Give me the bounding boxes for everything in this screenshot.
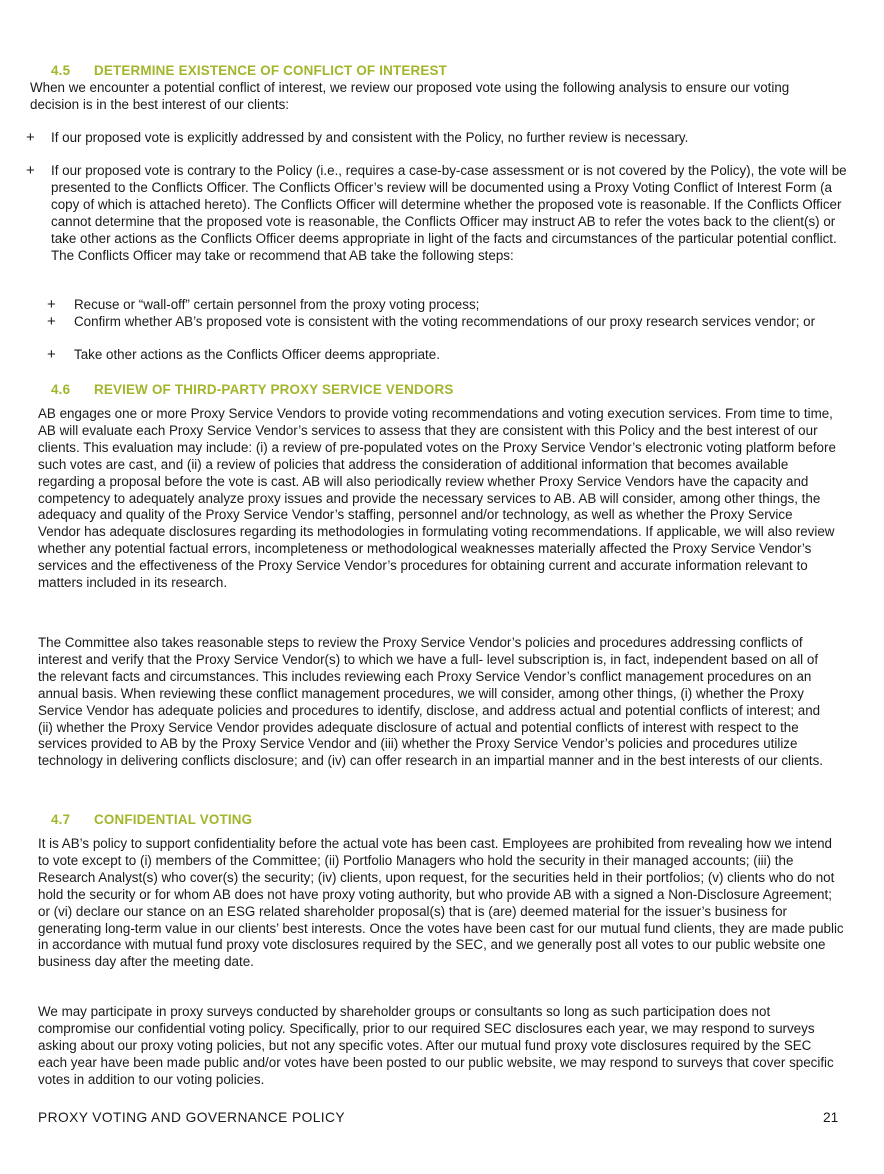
footer-page-number: 21 — [823, 1110, 839, 1125]
plus-bullet-icon: + — [26, 129, 35, 146]
bullet-text: If our proposed vote is contrary to the Policy (i.e., requires a case-by-case assessment or is not covered by the Policy), the vote will be presented to the Conflicts Officer. The Conflicts Officer’s review will be documented using a Proxy Voting Conflict of Interest Form (a copy of which is attached hereto). The Conflicts Officer will determine whether the proposed vote is reasonable. If the Conflicts Officer cannot determine that the proposed vote is reasonable, the Conflicts Officer may instruct AB to refer the votes back to the client(s) or take other actions as the Conflicts Officer deems appropriate in light of the facts and circumstances of the particular potential conflict. The Conflicts Officer may take or recommend that AB take the following steps: — [51, 163, 847, 263]
section-4-7-paragraph-2: We may participate in proxy surveys conducted by shareholder groups or consultants so long as such participation does not compromise our confidential voting policy. Specifically, prior to our required SEC disclosures each year, we may respond to surveys asking about our proxy voting policies, but not any specific votes. After our mutual fund proxy vote disclosures required by the SEC each year have been made public and/or votes have been posted to our public website, we may respond to surveys that cover specific votes in addition to our voting policies. — [38, 1004, 834, 1087]
section-title: DETERMINE EXISTENCE OF CONFLICT OF INTEREST — [94, 63, 448, 78]
section-4-6-paragraph-2: The Committee also takes reasonable steps to review the Proxy Service Vendor’s policies and procedures addressing conflicts of interest and verify that the Proxy Service Vendor(s) to which we have a full- level subscription is, in fact, independent based on all of the relevant facts and circumstances. This includes reviewing each Proxy Service Vendor’s conflict management procedures on an annual basis. When reviewing these conflict management procedures, we will consider, among other things, (i) whether the Proxy Service Vendor has adequate policies and procedures to identify, disclose, and address actual and potential conflicts of interest; and (ii) whether the Proxy Service Vendor provides adequate disclosure of actual and potential conflicts of interest with respect to the services provided to AB by the Proxy Service Vendor and (iii) whether the Proxy Service Vendor’s policies and procedures utilize technology in delivering conflicts disclosure; and (iv) can offer research in an impartial manner and in the best interests of our clients. — [38, 635, 823, 769]
plus-bullet-icon: + — [47, 296, 56, 313]
section-4-7-paragraph-1: It is AB’s policy to support confidentiality before the actual vote has been cast. Employees are prohibited from revealing how we intend to vote except to (i) members of the Committee; (ii) Portfolio Managers who hold the security in their managed accounts; (iii) the Research Analyst(s) who cover(s) the security; (iv) clients, upon request, for the securities held in their portfolios; (v) clients who do not hold the security or for whom AB does not have proxy voting authority, but who provide AB with a signed a Non-Disclosure Agreement; or (vi) declare our stance on an ESG related shareholder proposal(s) that is (are) deemed material for the issuer’s business for generating long-term value in our clients’ best interests. Once the votes have been cast for our mutual fund clients, they are made public in accordance with mutual fund proxy vote disclosures required by the SEC, and we generally post all votes to our public website one business day after the meeting date. — [38, 836, 844, 970]
section-4-6-paragraph-1: AB engages one or more Proxy Service Vendors to provide voting recommendations and voting execution services. From time to time, AB will evaluate each Proxy Service Vendor’s services to assess that they are consistent with this Policy and the best interest of our clients. This evaluation may include: (i) a review of pre-populated votes on the Proxy Service Vendor’s electronic voting platform before such votes are cast, and (ii) a review of policies that address the consideration of additional information that becomes available regarding a proposal before the vote is cast. AB will also periodically review whether Proxy Service Vendors have the capacity and competency to adequately analyze proxy issues and provide the necessary services to AB. AB will consider, among other things, the adequacy and quality of the Proxy Service Vendor’s staffing, personnel and/or technology, as well as whether the Proxy Service Vendor has adequate disclosures regarding its methodologies in formulating voting recommendations. If applicable, we will also review whether any potential factual errors, incompleteness or methodological weaknesses materially affected the Proxy Service Vendor’s services and the effectiveness of the Proxy Service Vendor’s procedures for obtaining current and accurate information relevant to matters included in its research. — [38, 406, 836, 591]
plus-bullet-icon: + — [47, 346, 56, 363]
list-item — [26, 129, 851, 147]
sub-bullet-text: Confirm whether AB’s proposed vote is consistent with the voting recommendations of our proxy research services vendor; or — [74, 314, 816, 329]
section-number: 4.6 — [51, 382, 71, 397]
section-heading-4-5 — [51, 63, 447, 80]
section-4-5-intro: When we encounter a potential conflict of interest, we review our proposed vote using the following analysis to ensure our voting decision is in the best interest of our clients: — [30, 80, 790, 112]
sub-list-item — [47, 313, 824, 331]
section-number: 4.7 — [51, 812, 71, 827]
section-heading-4-7 — [51, 812, 252, 829]
list-item — [26, 162, 851, 264]
bullet-text: If our proposed vote is explicitly addressed by and consistent with the Policy, no further review is necessary. — [51, 130, 689, 145]
section-title: CONFIDENTIAL VOTING — [94, 812, 253, 827]
section-number: 4.5 — [51, 63, 71, 78]
sub-list-item — [47, 346, 824, 364]
section-heading-4-6 — [51, 382, 454, 399]
section-title: REVIEW OF THIRD-PARTY PROXY SERVICE VENDORS — [94, 382, 454, 397]
plus-bullet-icon: + — [47, 313, 56, 330]
sub-bullet-text: Recuse or “wall-off” certain personnel from the proxy voting process; — [74, 297, 480, 312]
plus-bullet-icon: + — [26, 162, 35, 179]
sub-bullet-text: Take other actions as the Conflicts Officer deems appropriate. — [74, 347, 440, 362]
footer-document-title: PROXY VOTING AND GOVERNANCE POLICY — [38, 1110, 345, 1125]
sub-list-item — [47, 296, 824, 314]
